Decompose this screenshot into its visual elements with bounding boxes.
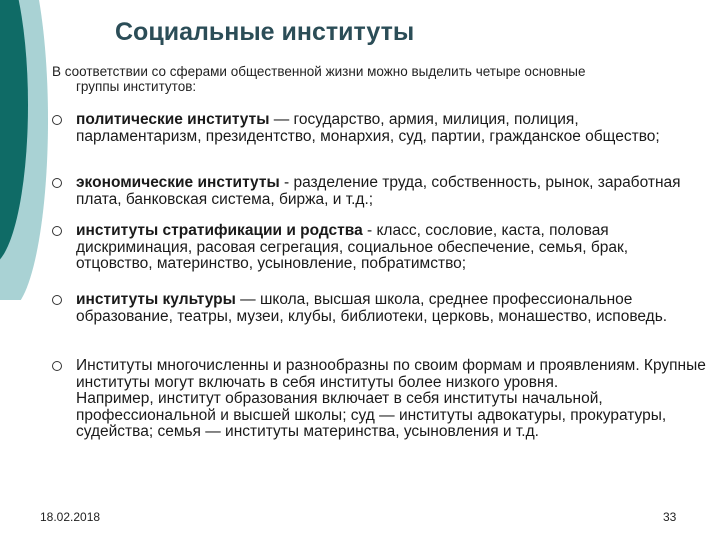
intro-line-1: В соответствии со сферами общественной жизни можно выделить четыре основные	[52, 64, 586, 79]
item-term: институты стратификации и родства	[76, 222, 363, 239]
item-description: — школа, высшая школа, среднее профессиональное образование, театры, музеи, клубы, библиотеки, церковь, монашество, исповедь.	[76, 291, 668, 325]
item-term: институты культуры	[76, 291, 236, 308]
list-item-political	[52, 112, 707, 145]
bullet-icon	[52, 178, 62, 188]
item-description: - класс, сословие, каста, половая дискриминация, расовая сегрегация, социальное обеспечение, семья, брак, отцовство, материнство, усыновление, побратимство;	[76, 222, 629, 272]
page-title: Социальные институты	[115, 18, 415, 46]
bullet-icon	[52, 115, 62, 125]
footer-date: 18.02.2018	[40, 510, 101, 524]
list-item-economic	[52, 175, 707, 208]
item-description: — государство, армия, милиция, полиция, парламентаризм, президентство, монархия, суд, партии, гражданское общество;	[76, 111, 660, 145]
list-item-stratification	[52, 223, 707, 273]
bullet-icon	[52, 226, 62, 236]
list-item-culture	[52, 292, 707, 325]
item-term: политические институты	[76, 111, 270, 128]
bullet-icon	[52, 361, 62, 371]
intro-text	[52, 64, 692, 94]
list-item-text	[76, 223, 707, 273]
list-item-text	[76, 292, 707, 325]
item-term: экономические институты	[76, 174, 280, 191]
page-number: 33	[663, 510, 677, 524]
intro-line-2: группы институтов:	[76, 79, 197, 94]
list-item-example: Например, институт образования включает в себя институты начальной, профессиональной и высшей школы; суд — институты адвокатуры, прокуратуры, судейства; семья — институты материнства, усыновления и т.д.	[76, 390, 667, 440]
item-description: Институты многочисленны и разнообразны по своим формам и проявлениям. Крупные институты могут включать в себя институты более низкого уровня.	[76, 357, 706, 391]
list-item-text	[76, 112, 707, 145]
bullet-icon	[52, 295, 62, 305]
list-item-general	[52, 358, 707, 441]
list-item-text	[76, 175, 707, 208]
list-item-text	[76, 358, 707, 391]
item-description: - разделение труда, собственность, рынок, заработная плата, банковская система, биржа, и т.д.;	[76, 174, 681, 208]
